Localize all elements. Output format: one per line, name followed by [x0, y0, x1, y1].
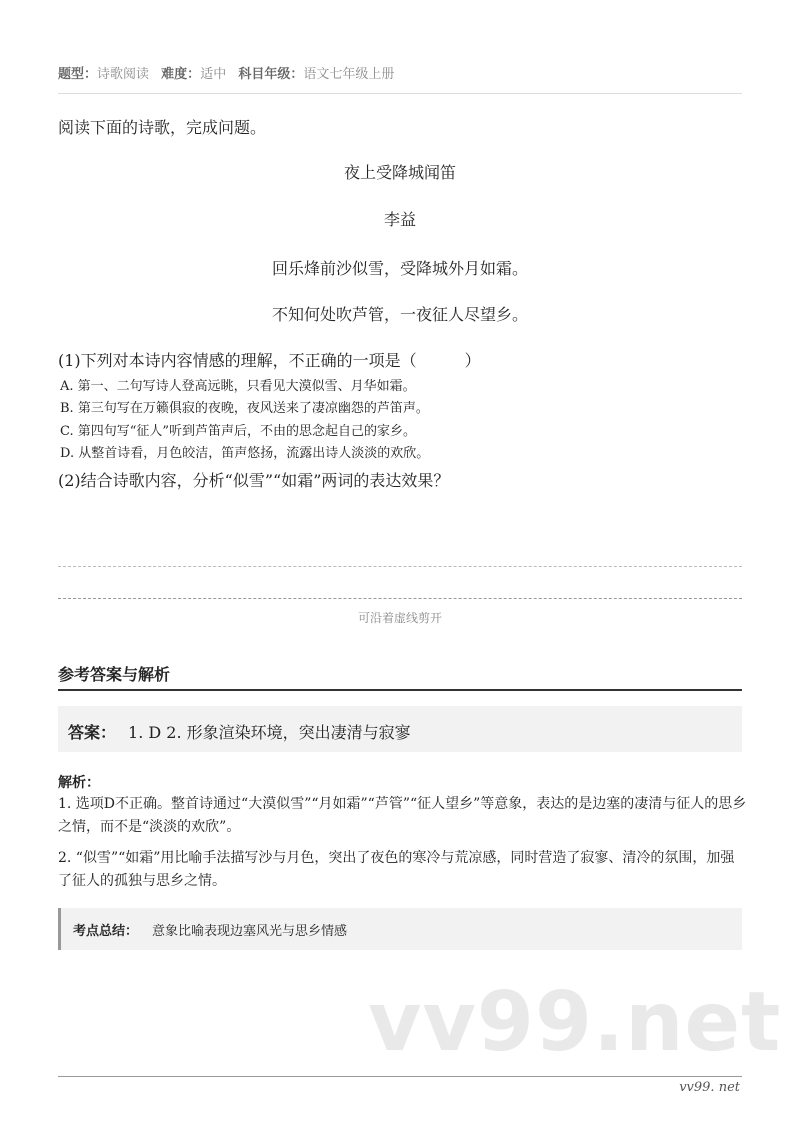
- option-d: D. 从整首诗看，月色皎洁，笛声悠扬，流露出诗人淡淡的欢欣。: [60, 446, 430, 461]
- question-1: (1)下列对本诗内容情感的理解，不正确的一项是（ ）: [58, 351, 481, 370]
- answer-text: 1. D 2. 形象渲染环境，突出凄清与寂寥: [128, 723, 411, 742]
- type-value: 诗歌阅读: [97, 67, 150, 82]
- answer-box: [58, 706, 742, 752]
- instruction: 阅读下面的诗歌，完成问题。: [58, 118, 267, 137]
- summary-label: 考点总结：: [73, 924, 139, 939]
- cut-line: [58, 598, 742, 599]
- footer-site: vv99. net: [679, 1080, 740, 1095]
- subject-value: 语文七年级上册: [303, 67, 395, 82]
- question-meta: [58, 63, 402, 82]
- header-divider: [58, 93, 742, 94]
- poem-title: 夜上受降城闻笛: [343, 163, 456, 182]
- watermark: vv99.net: [368, 975, 782, 1070]
- poem-line: 回乐烽前沙似雪，受降城外月如霜。: [271, 259, 528, 278]
- analysis-item: 1. 选项D不正确。整首诗通过“大漠似雪”“月如霜”“芦管”“征人望乡”等意象，表达的是边塞的凄清与征人的思乡之情，而不是“淡淡的欢欣”。: [58, 796, 747, 835]
- option-b: B. 第三句写在万籁俱寂的夜晚，夜风送来了凄凉幽怨的芦笛声。: [60, 401, 429, 416]
- poem-author: 李益: [383, 210, 416, 229]
- type-label: 题型：: [58, 67, 98, 82]
- poem-line: 不知何处吹芦管，一夜征人尽望乡。: [271, 305, 528, 324]
- answer-line: [58, 566, 742, 567]
- option-a: A. 第一、二句写诗人登高远眺，只看见大漠似雪、月华如霜。: [60, 379, 416, 394]
- analysis-label: 解析：: [58, 775, 100, 791]
- answer-label: 答案：: [68, 723, 117, 742]
- analysis-item: 2. “似雪”“如霜”用比喻手法描写沙与月色，突出了夜色的寒冷与荒凉感，同时营造了寂寥、清冷的氛围，加强了征人的孤独与思乡之情。: [58, 850, 735, 889]
- question-2: (2)结合诗歌内容，分析“似雪”“如霜”两词的表达效果？: [58, 471, 450, 490]
- summary-box: [58, 908, 742, 950]
- section-divider: [58, 689, 742, 691]
- section-title: 参考答案与解析: [58, 665, 171, 684]
- footer-divider: [58, 1076, 742, 1077]
- summary-text: 意象比喻表现边塞风光与思乡情感: [152, 924, 348, 939]
- difficulty-value: 适中: [200, 67, 227, 82]
- difficulty-label: 难度：: [161, 67, 201, 82]
- cut-hint: 可沿着虚线剪开: [357, 611, 442, 625]
- option-c: C. 第四句写“征人”听到芦笛声后，不由的思念起自己的家乡。: [60, 424, 417, 439]
- subject-label: 科目年级：: [238, 67, 304, 82]
